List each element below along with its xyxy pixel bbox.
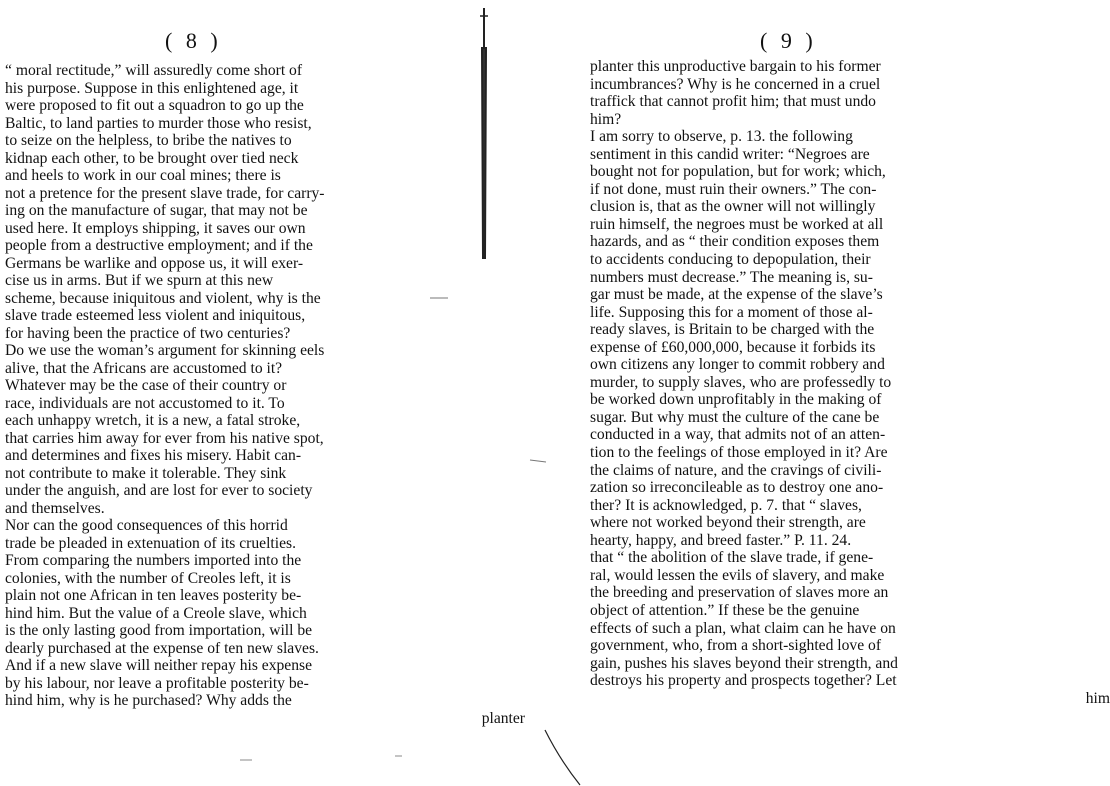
text-line: conducted in a way, that admits not of an atten- (590, 426, 886, 444)
text-line: And if a new slave will neither repay his expense (5, 657, 313, 674)
text-line: ready slaves, is Britain to be charged with the (590, 321, 875, 339)
text-line: numbers must decrease.” The meaning is, su- (590, 268, 873, 286)
text-line: by his labour, nor leave a profitable posterity be- (5, 674, 309, 692)
text-line: Germans be warlike and oppose us, it will exer- (5, 254, 304, 272)
text-line: bought not for population, but for work; which, (590, 163, 886, 181)
text-line: people from a destructive employment; and if the (5, 237, 313, 254)
page-text (590, 58, 1110, 707)
text-line: “ moral rectitude,” will assuredly come short of (5, 62, 303, 79)
text-line: clusion is, that as the owner will not willingly (590, 198, 876, 216)
text-line: cise us in arms. But if we spurn at this new (5, 272, 274, 289)
text-line: destroys his property and prospects together? Let (590, 672, 897, 690)
text-line: to seize on the helpless, to bribe the natives to (5, 132, 292, 149)
text-line: if not done, must ruin their owners.” The con- (590, 180, 877, 198)
text-line: used here. It employs shipping, it saves our own (5, 219, 306, 237)
text-line: to accidents conducing to depopulation, their (590, 251, 871, 269)
text-line: ing on the manufacture of sugar, that may not be (5, 202, 308, 219)
text-line: government, who, from a short-sighted love of (590, 637, 882, 655)
text-line: gain, pushes his slaves beyond their strength, and (590, 654, 898, 672)
text-line: slave trade esteemed less violent and iniquitous, (5, 307, 306, 324)
text-line: Nor can the good consequences of this horrid (5, 517, 288, 534)
text-line: zation so irreconcileable as to destroy one ano- (590, 479, 884, 497)
text-line: planter this unproductive bargain to his former (590, 58, 881, 75)
text-line: From comparing the numbers imported into the (5, 552, 302, 569)
text-line: trade be pleaded in extenuation of its cruelties. (5, 534, 296, 552)
text-line: not a pretence for the present slave trade, for carry- (5, 184, 325, 202)
text-line: hind him. But the value of a Creole slave, which (5, 604, 307, 622)
text-line: plain not one African in ten leaves posterity be- (5, 587, 302, 604)
text-line: that “ the abolition of the slave trade, if gene- (590, 549, 874, 567)
text-line: alive, that the Africans are accustomed to it? (5, 359, 283, 377)
text-line: each unhappy wretch, it is a new, a fatal stroke, (5, 412, 301, 429)
text-line: kidnap each other, to be brought over tied neck (5, 149, 299, 167)
text-line: and heels to work in our coal mines; there is (5, 167, 281, 184)
text-line: race, individuals are not accustomed to it. To (5, 394, 285, 412)
right-page (480, 0, 1110, 786)
left-page (0, 0, 525, 786)
text-line: dearly purchased at the expense of ten new slaves. (5, 639, 319, 657)
text-line: expense of £60,000,000, because it forbids its (590, 338, 876, 356)
text-line: tion to the feelings of those employed in it? Are (590, 444, 888, 462)
text-line: own citizens any longer to commit robbery and (590, 356, 885, 374)
text-line: ruin himself, the negroes must be worked at all (590, 215, 884, 233)
text-line: ral, would lessen the evils of slavery, and make (590, 566, 885, 584)
text-line: the claims of nature, and the cravings of civili- (590, 461, 882, 479)
text-line: for having been the practice of two centuries? (5, 324, 291, 342)
text-line: is the only lasting good from importation, will be (5, 622, 313, 639)
text-line: scheme, because iniquitous and violent, why is the (5, 289, 321, 307)
text-line: ther? It is acknowledged, p. 7. that “ slaves, (590, 496, 862, 514)
text-line: Do we use the woman’s argument for skinning eels (5, 342, 325, 359)
text-line: where not worked beyond their strength, are (590, 514, 866, 532)
text-line: effects of such a plan, what claim can he have on (590, 619, 896, 637)
text-line: hind him, why is he purchased? Why adds the (5, 692, 292, 709)
text-line: object of attention.” If these be the genuine (590, 601, 860, 619)
text-line: sugar. But why must the culture of the cane be (590, 408, 880, 426)
text-line: his purpose. Suppose in this enlightened age, it (5, 79, 299, 97)
text-line: traffick that cannot profit him; that must undo (590, 93, 876, 111)
text-line: Baltic, to land parties to murder those who resist, (5, 114, 312, 132)
text-line: Whatever may be the case of their country or (5, 377, 287, 394)
text-line: murder, to supply slaves, who are professedly to (590, 373, 892, 391)
text-line: under the anguish, and are lost for ever to society (5, 482, 313, 499)
page-number: ( 8 ) (165, 28, 222, 53)
text-line: and themselves. (5, 499, 105, 517)
text-line: I am sorry to observe, p. 13. the following (590, 128, 853, 146)
text-line: hearty, happy, and breed faster.” P. 11. 24. (590, 531, 852, 549)
text-line: planter (481, 709, 525, 727)
text-line: life. Supposing this for a moment of those al- (590, 303, 873, 321)
text-line: him? (590, 110, 622, 128)
text-line: incumbrances? Why is he concerned in a cruel (590, 75, 881, 93)
text-line: that carries him away for ever from his native spot, (5, 429, 324, 447)
text-line: be worked down unprofitably in the making of (590, 391, 882, 409)
text-line: colonies, with the number of Creoles left, it is (5, 569, 291, 587)
page-number: ( 9 ) (760, 28, 817, 53)
text-line: not contribute to make it tolerable. They sink (5, 464, 287, 482)
text-line: hazards, and as “ their condition exposes them (590, 233, 880, 251)
text-line: and determines and fixes his misery. Habit can- (5, 447, 302, 464)
text-line: gar must be made, at the expense of the slave’s (590, 286, 883, 304)
text-line: him (1085, 689, 1110, 707)
text-line: the breeding and preservation of slaves more an (590, 584, 889, 602)
text-line: sentiment in this candid writer: “Negroes are (590, 145, 870, 163)
text-line: were proposed to fit out a squadron to go up the (5, 97, 304, 114)
page-text (5, 62, 525, 727)
